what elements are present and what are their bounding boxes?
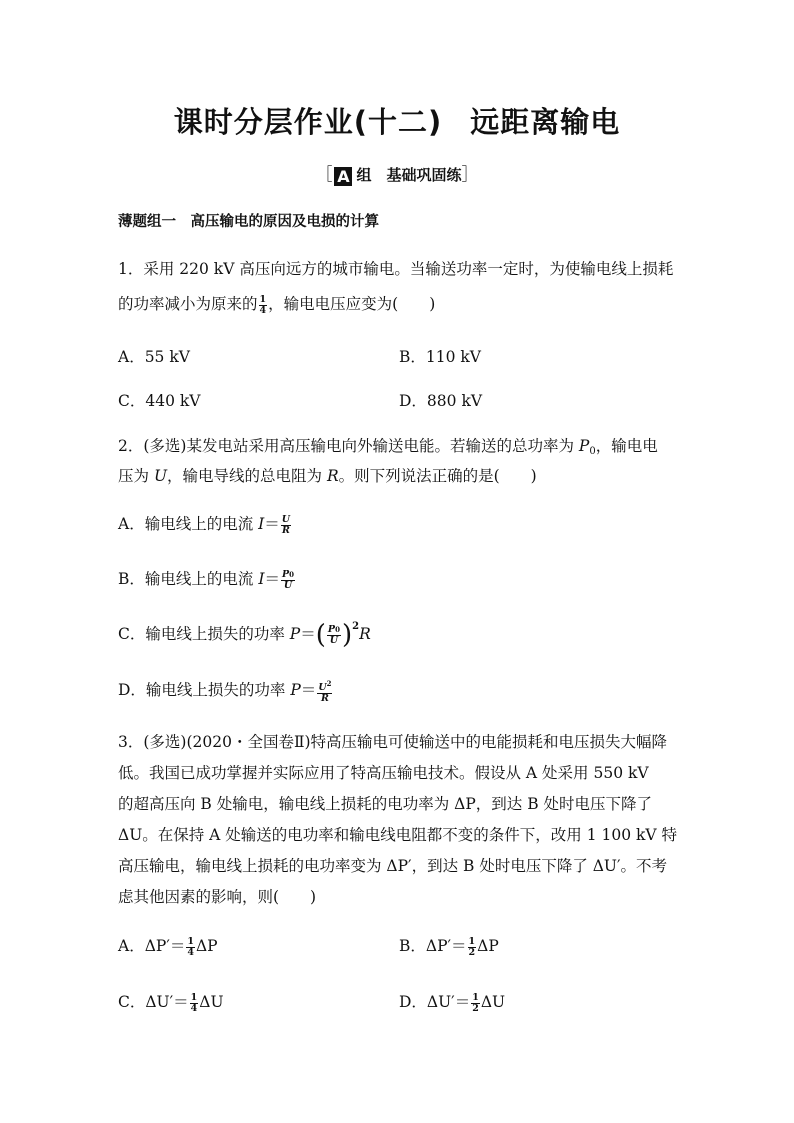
q1-option-b[interactable]: B．110 kV [399, 348, 481, 366]
q2-line-2 [118, 464, 537, 486]
numerator: 1 [190, 991, 198, 1003]
q2-option-b[interactable] [118, 567, 296, 591]
section-heading: 薄题组一 高压输电的原因及电损的计算 [118, 214, 379, 230]
denominator: 4 [187, 946, 194, 958]
subscript-zero: 0 [589, 446, 596, 457]
q1-line-1: 1．采用 220 kV 高压向远方的城市输电。当输送功率一定时，为使输电线上损耗 [118, 260, 674, 278]
q2-line-1-end: ，输电电 [595, 437, 658, 455]
numerator: 1 [259, 293, 267, 305]
q3-option-a[interactable] [118, 934, 218, 958]
numerator [327, 625, 341, 636]
numerator: 1 [187, 935, 194, 947]
denominator: U [283, 579, 293, 591]
exponent: 2 [352, 621, 360, 632]
equals: ＝ [264, 570, 280, 588]
var-p: P [327, 623, 336, 635]
option-text: A．ΔP′＝ [118, 937, 186, 955]
exponent: 2 [326, 678, 332, 688]
denominator: 4 [259, 304, 267, 316]
q3-option-d[interactable] [399, 990, 505, 1014]
q2-option-d[interactable] [118, 678, 333, 704]
q2-option-c[interactable] [118, 620, 371, 650]
var-p: P [281, 568, 290, 580]
q3-line-3: 的超高压向 B 处输电，输电线上损耗的电功率为 ΔP，到达 B 处时电压下降了 [118, 795, 653, 813]
denominator: R [281, 524, 290, 536]
fraction [471, 993, 480, 1014]
fraction [317, 679, 332, 704]
numerator: 1 [468, 935, 476, 947]
subscript-zero: 0 [289, 569, 294, 579]
equals: ＝ [300, 625, 316, 643]
var-p: P [289, 625, 301, 643]
var-u: U [318, 681, 327, 693]
delta-p: ΔP [195, 937, 218, 955]
var-p: P [290, 681, 301, 699]
subscript-zero: 0 [335, 624, 340, 634]
delta-p: ΔP [477, 937, 499, 955]
fraction [281, 570, 295, 591]
equals: ＝ [264, 515, 280, 533]
numerator [317, 679, 332, 694]
bracket-close: ］ [461, 165, 479, 185]
q3-line-5: 高压输电，输电线上损耗的电功率变为 ΔP′，到达 B 处时电压下降了 ΔU′。不考 [118, 857, 668, 875]
q1-option-c[interactable]: C．440 kV [118, 392, 201, 410]
option-text: D．输电线上损失的功率 [118, 681, 291, 699]
delta-u: ΔU [199, 993, 224, 1011]
fraction [468, 937, 477, 958]
q2-line-1-text: 2．(多选)某发电站采用高压输电向外输送电能。若输送的总功率为 [118, 437, 579, 455]
option-text: B．ΔP′＝ [399, 937, 467, 955]
q1-option-a[interactable]: A．55 kV [118, 348, 190, 366]
denominator: 4 [190, 1002, 198, 1014]
numerator: U [281, 513, 291, 525]
var-p: P [578, 437, 590, 455]
fraction [281, 515, 291, 536]
fraction [259, 295, 268, 316]
q2-text-a: 压为 [118, 467, 154, 485]
denominator: U [329, 634, 339, 646]
delta-u: ΔU [480, 993, 506, 1011]
denominator: 2 [472, 1002, 479, 1014]
group-letter-badge: A [334, 167, 352, 186]
var-r: R [359, 625, 371, 643]
option-text: C．输电线上损失的功率 [118, 625, 290, 643]
q3-option-c[interactable] [118, 990, 224, 1014]
fraction [190, 993, 199, 1014]
q1-option-d[interactable]: D．880 kV [399, 392, 483, 410]
group-heading [0, 160, 794, 186]
equals: ＝ [300, 681, 317, 699]
q1-line-2-text: 的功率减小为原来的 [118, 295, 258, 313]
var-i: I [258, 570, 265, 588]
q3-line-6: 虑其他因素的影响，则( ) [118, 888, 317, 906]
q1-line-2 [118, 292, 435, 316]
q2-option-a[interactable] [118, 512, 292, 536]
var-u: U [153, 467, 168, 485]
option-text: D．ΔU′＝ [399, 993, 471, 1011]
var-i: I [258, 515, 265, 533]
numerator: 1 [472, 991, 479, 1003]
option-text: C．ΔU′＝ [118, 993, 189, 1011]
group-label: 组 基础巩固练 [356, 166, 462, 184]
fraction [186, 937, 195, 958]
q3-line-2: 低。我国已成功掌握并实际应用了特高压输电技术。假设从 A 处采用 550 kV [118, 764, 649, 782]
numerator [281, 570, 295, 581]
q2-text-b: ，输电导线的总电阻为 [167, 467, 327, 485]
q2-text-c: 。则下列说法正确的是( ) [338, 467, 537, 485]
q3-line-1: 3．(多选)(2020・全国卷Ⅱ)特高压输电可使输送中的电能损耗和电压损失大幅降 [118, 733, 668, 751]
bracket-open: ［ [315, 165, 333, 185]
q3-line-4: ΔU。在保持 A 处输送的电功率和输电线电阻都不变的条件下，改用 1 100 kV 特 [118, 826, 678, 844]
left-paren: ( [315, 620, 326, 650]
fraction [327, 625, 341, 646]
q2-line-1 [118, 434, 658, 457]
page-title [0, 100, 794, 141]
denominator: 2 [468, 946, 476, 958]
var-r: R [326, 467, 339, 485]
title-sub: 远距离输电 [470, 105, 621, 139]
right-paren: ) [341, 620, 353, 650]
q3-option-b[interactable] [399, 934, 499, 958]
option-text: B．输电线上的电流 [118, 570, 259, 588]
title-main: 课时分层作业(十二) [173, 105, 443, 139]
q1-line-2-end: ，输电电压应变为( ) [268, 295, 436, 313]
option-text: A．输电线上的电流 [118, 515, 259, 533]
denominator: R [320, 692, 329, 704]
